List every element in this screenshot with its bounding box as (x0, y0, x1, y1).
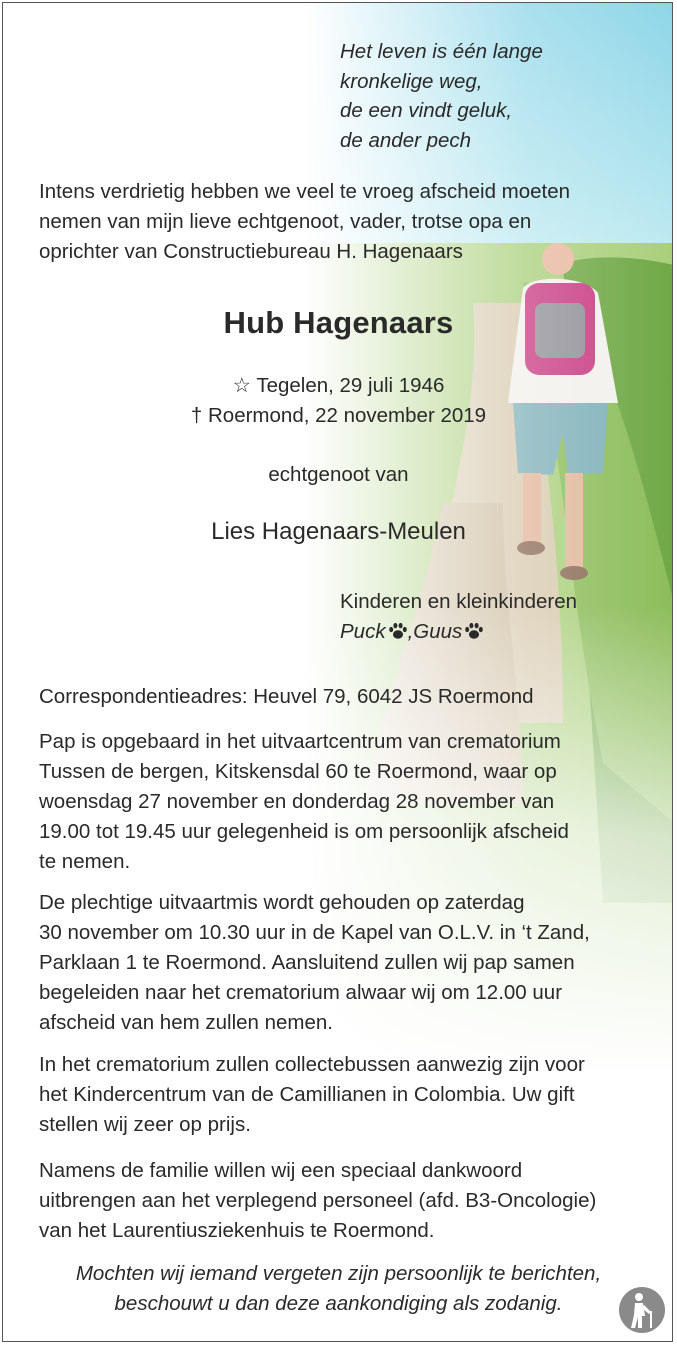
closing-note (3, 1259, 673, 1319)
pet-name: Guus (413, 620, 463, 643)
closing-line: Mochten wij iemand vergeten zijn persoonlijk te berichten, (75, 1262, 602, 1285)
intro-paragraph (39, 177, 570, 267)
pet-separator: , (407, 620, 414, 643)
thanks-line: Namens de familie willen wij een speciaal dankwoord (39, 1159, 523, 1182)
collection-line: stellen wij zeer op prijs. (39, 1113, 251, 1136)
birth-line: ☆ Tegelen, 29 juli 1946 (232, 374, 445, 397)
deceased-name: Hub Hagenaars (223, 305, 454, 340)
mass-line: begeleiden naar het crematorium alwaar wij om 12.00 uur (39, 981, 563, 1004)
obituary-card (2, 2, 673, 1342)
correspondence-address: Correspondentieadres: Heuvel 79, 6042 JS Roermond (39, 685, 534, 708)
thanks-paragraph (39, 1156, 596, 1246)
mass-paragraph (39, 888, 590, 1038)
intro-line: oprichter van Constructiebureau H. Hagenaars (39, 240, 463, 263)
family-children-line: Kinderen en kleinkinderen (340, 590, 578, 613)
thanks-line: uitbrengen aan het verplegend personeel (afd. B3-Oncologie) (39, 1189, 597, 1212)
spouse-name: Lies Hagenaars-Meulen (211, 518, 466, 545)
mass-line: De plechtige uitvaartmis wordt gehouden op zaterdag (39, 891, 525, 914)
viewing-line: te nemen. (39, 850, 131, 873)
family-block (340, 587, 577, 647)
death-line: † Roermond, 22 november 2019 (190, 404, 487, 427)
mass-line: Parklaan 1 te Roermond. Aansluitend zullen wij pap samen (39, 951, 575, 974)
collection-line: het Kindercentrum van de Camillianen in Colombia. Uw gift (39, 1083, 575, 1106)
viewing-paragraph (39, 727, 569, 877)
poem-line: Het leven is één lange (340, 40, 543, 63)
pet-name: Puck (340, 620, 386, 643)
poem-line: de ander pech (340, 128, 472, 152)
family-pets-line (340, 617, 577, 647)
collection-paragraph (39, 1050, 585, 1140)
viewing-line: Tussen de bergen, Kitskensdal 60 te Roermond, waar op (39, 760, 557, 783)
mass-line: 30 november om 10.30 uur in de Kapel van O.L.V. in ‘t Zand, (39, 921, 590, 944)
thanks-line: van het Laurentiusziekenhuis te Roermond. (39, 1219, 435, 1242)
viewing-line: Pap is opgebaard in het uitvaartcentrum van crematorium (39, 730, 561, 753)
intro-line: Intens verdrietig hebben we veel te vroeg afscheid moeten (39, 180, 571, 203)
viewing-line: 19.00 tot 19.45 uur gelegenheid is om persoonlijk afscheid (39, 820, 569, 843)
mass-line: afscheid van hem zullen nemen. (39, 1011, 334, 1034)
paw-print-icon (464, 622, 484, 640)
intro-line: nemen van mijn lieve echtgenoot, vader, trotse opa en (39, 210, 532, 233)
poem (340, 37, 543, 155)
collection-line: In het crematorium zullen collectebussen aanwezig zijn voor (39, 1053, 585, 1076)
poem-line: kronkelige weg, (340, 69, 483, 93)
memorial-logo-icon (618, 1286, 666, 1334)
closing-line: beschouwt u dan deze aankondiging als zodanig. (114, 1292, 563, 1315)
poem-line: de een vindt geluk, (340, 99, 513, 122)
viewing-line: woensdag 27 november en donderdag 28 november van (39, 790, 555, 813)
paw-print-icon (388, 622, 408, 640)
spouse-label: echtgenoot van (268, 463, 409, 486)
